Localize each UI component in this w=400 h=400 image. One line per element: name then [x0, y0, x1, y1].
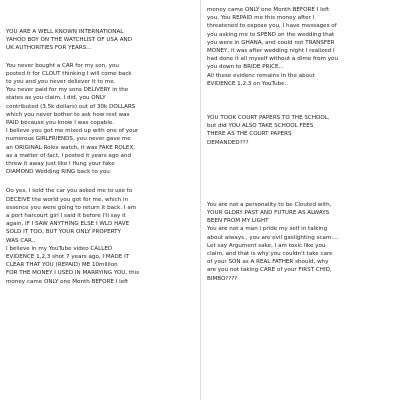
right-paragraph-1: money came ONLY one Month BEFORE I left you. You REPAID me this money after I threatened to expose you, I have messages of you asking me to SPEND on the wedding that you were in GHANA, and could not TRANSFER MONEY, it was after wedding night I realized I had done it all myself without a dime from you you down to BRIDE PRICE... All these evidenc remains in the about EVIDENCE 1,2,3 on YouTube.. [207, 7, 338, 87]
left-paragraph-2: You never bought a CAR for my son, you posted it for CLOUT thinking I will come back to you and you never deliever it to me. You never paid for my sons DELIVERY in the states as you claim, I did, you ONLY contributed (3.5k dollars) out of 30k DOLLARS which you never bother to ask how rest was PAID because you know I was copable. I believe you got me mixed up with one of your numerous GIRLFRIENDS, you never gave me an ORIGINAL Rolex watch, it was FAKE ROLEX, as a matter of fact, I posted it years ago and threw it away just like I flung your fake DIAMOND Wedding RING back to you. [6, 62, 139, 176]
left-paragraph-1: YOU ARE A WELL KNOWN INTERNATIONAL YAHOO BOY ON THE WATCHLIST OF USA AND UK AUTHORITIES FOR YEARS... [6, 29, 133, 52]
right-text-column [200, 0, 400, 400]
right-paragraph-3: You are not a personality to be Clouted with, YOUR GLORY PAST AND FUTURE AS ALWAYS BEEN FROM MY LIGHT You are not a man i pride my self in talking about always , you are evil gaslighting scam.... Let say Argument sake, I am toxic like you claim, and that is why you couldn't take care of your SON as A REAL FATHER should, why are you not taking CARE of your FIRST CHID, BIMBO???? [207, 201, 339, 282]
right-paragraph-2: YOU TOOK COURT PAPERS TO THE SCHOOL, but did YOU ALSO TAKE SCHOOL FEES THERE AS THE COURT PAPERS DEMANDED??? [207, 115, 330, 146]
left-paragraph-3: Oo yes, I sold the car you asked me to use to DECEIVE the world you got for me, which in essence you were going to return it back. I am a port harcourt girl I said it before I'll say it again, IF I SAW ANYTHING ELSE I WLD HAVE SOLD IT TOO, BUT YOUR ONLY PROPERTY WAS CAR.. I believe in my YouTube video CALLED EVIDENCE 1,2,3 shot 7 years ago, I MADE IT CLEAR THAT YOU (REPAID) ME 10million FOR THE MONEY I USED IN MARRYING YOU, this money came ONLY one Month BEFORE I left [6, 188, 140, 285]
